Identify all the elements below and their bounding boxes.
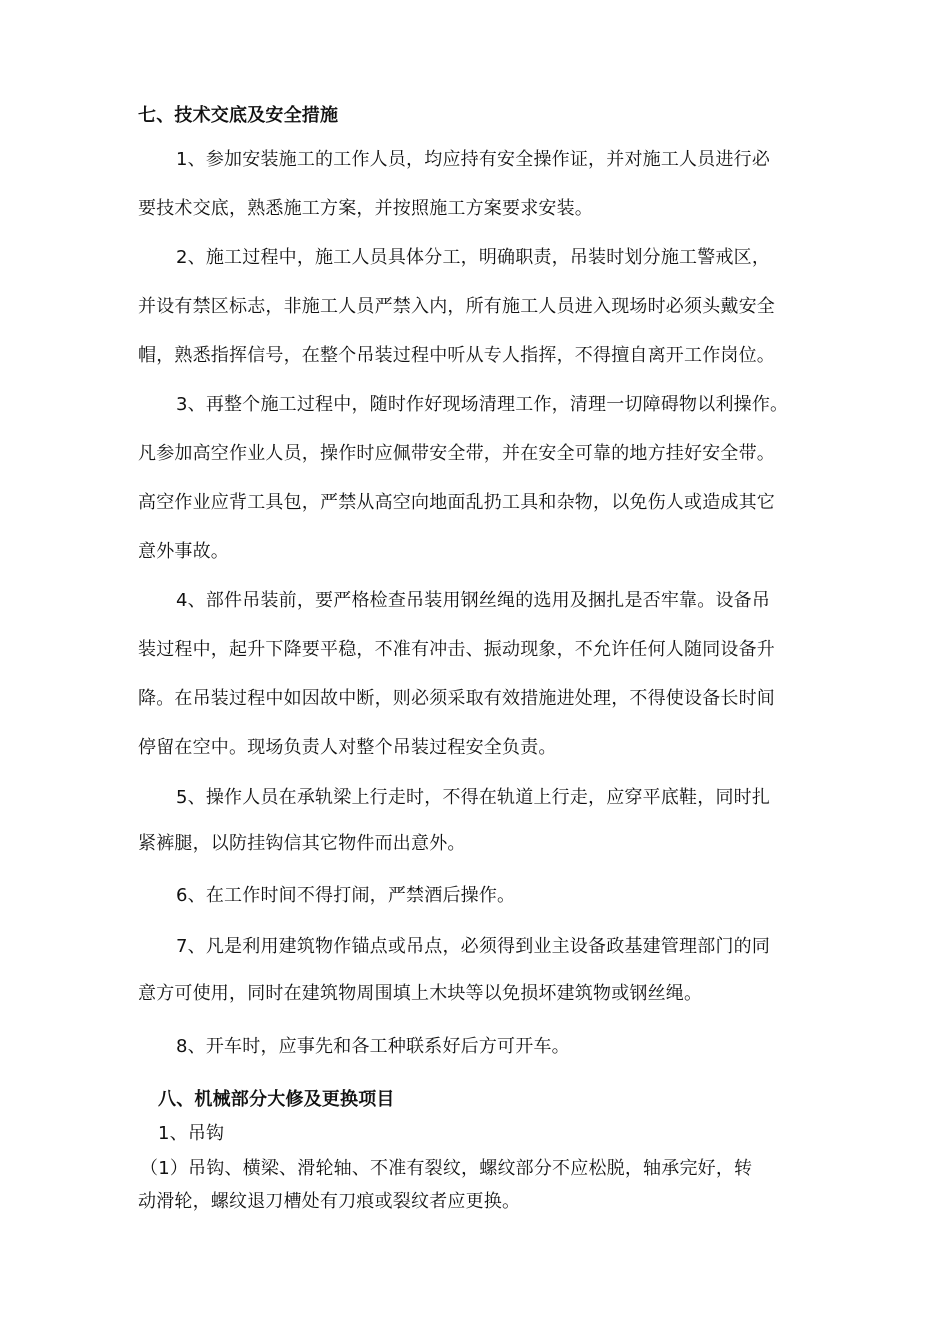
section-7-item-1-line-2: 要技术交底，熟悉施工方案，并按照施工方案要求安装。	[138, 198, 593, 219]
section-7-item-3-line-2: 凡参加高空作业人员，操作时应佩带安全带，并在安全可靠的地方挂好安全带。	[138, 443, 775, 464]
section-7-item-5-line-1: 5、操作人员在承轨梁上行走时，不得在轨道上行走，应穿平底鞋，同时扎	[176, 787, 771, 808]
section-7-item-2-line-3: 帽，熟悉指挥信号，在整个吊装过程中听从专人指挥，不得擅自离开工作岗位。	[138, 345, 775, 366]
section-8-title: 八、机械部分大修及更换项目	[158, 1089, 395, 1110]
section-7-item-6-line-1: 6、在工作时间不得打闹，严禁酒后操作。	[176, 885, 516, 906]
section-7-item-7-line-1: 7、凡是利用建筑物作锚点或吊点，必须得到业主设备政基建管理部门的同	[176, 936, 771, 957]
section-7-item-3-line-3: 高空作业应背工具包，严禁从高空向地面乱扔工具和杂物，以免伤人或造成其它	[138, 492, 775, 513]
section-7-item-2-line-2: 并设有禁区标志，非施工人员严禁入内，所有施工人员进入现场时必须头戴安全	[138, 296, 775, 317]
section-7-item-4-line-2: 装过程中，起升下降要平稳，不准有冲击、振动现象，不允许任何人随同设备升	[138, 639, 775, 660]
section-7-item-3-line-1: 3、再整个施工过程中，随时作好现场清理工作，清理一切障碍物以利操作。	[176, 394, 789, 415]
section-7-item-3-line-4: 意外事故。	[138, 541, 229, 562]
section-7-item-8-line-1: 8、开车时，应事先和各工种联系好后方可开车。	[176, 1036, 570, 1057]
section-8-item-1-line-2: 动滑轮，螺纹退刀槽处有刀痕或裂纹者应更换。	[138, 1191, 521, 1212]
section-8-item-1-line-1: （1）吊钩、横梁、滑轮轴、不准有裂纹，螺纹部分不应松脱，轴承完好，转	[140, 1158, 753, 1179]
section-7-item-4-line-4: 停留在空中。现场负责人对整个吊装过程安全负责。	[138, 737, 557, 758]
section-7-title: 七、技术交底及安全措施	[138, 105, 339, 126]
section-7-item-4-line-1: 4、部件吊装前，要严格检查吊装用钢丝绳的选用及捆扎是否牢靠。设备吊	[176, 590, 771, 611]
section-7-item-7-line-2: 意方可使用，同时在建筑物周围填上木块等以免损坏建筑物或钢丝绳。	[138, 983, 703, 1004]
section-7-item-1-line-1: 1、参加安装施工的工作人员，均应持有安全操作证，并对施工人员进行必	[176, 149, 771, 170]
section-7-item-2-line-1: 2、施工过程中，施工人员具体分工，明确职责，吊装时划分施工警戒区，	[176, 247, 771, 268]
section-7-item-5-line-2: 紧裤腿，以防挂钩信其它物件而出意外。	[138, 833, 466, 854]
section-8-subtitle: 1、吊钩	[158, 1123, 225, 1144]
section-7-item-4-line-3: 降。在吊装过程中如因故中断，则必须采取有效措施进处理，不得使设备长时间	[138, 688, 775, 709]
